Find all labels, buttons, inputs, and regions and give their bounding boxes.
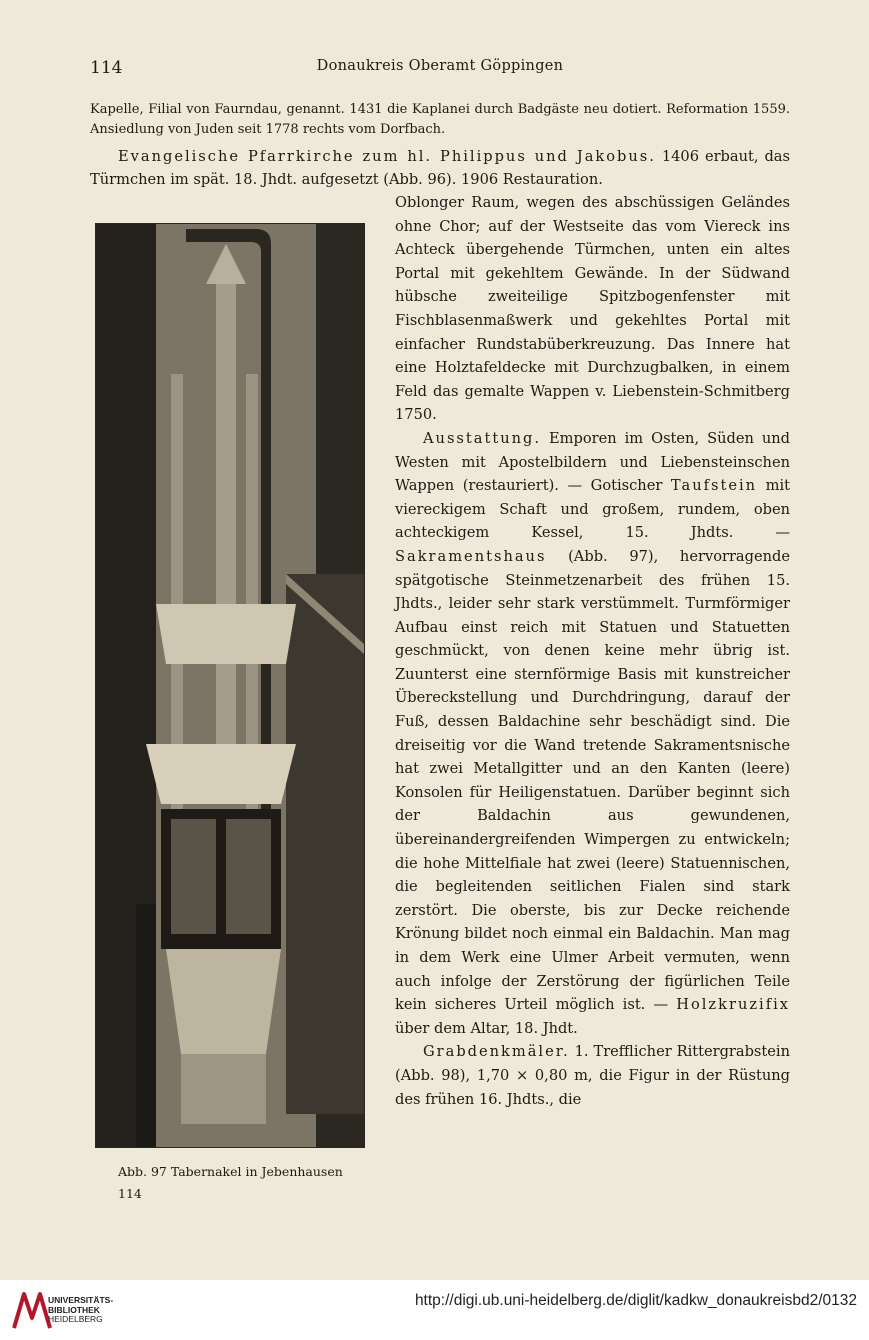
ausstattung-paragraph xyxy=(395,427,790,1040)
grabdenkmaeler-label: Grabdenkmäler. xyxy=(423,1043,570,1061)
grabdenkmaeler-paragraph xyxy=(395,1040,790,1111)
church-heading: Evangelische Pfarrkirche zum hl. Philippus und Jakobus. xyxy=(118,148,656,165)
grabdenkmaeler-text: 1. Trefflicher Rittergrabstein (Abb. 98), 1,70 × 0,80 m, die Figur in der Rüstung des frühen 16. Jhdts., die xyxy=(395,1043,790,1108)
tabernacle-illustration xyxy=(96,224,364,1147)
taufstein-label: Taufstein xyxy=(670,477,758,495)
intro-text: Kapelle, Filial von Faurndau, genannt. 1431 die Kaplanei durch Badgäste neu dotiert. Reformation 1559. Ansiedlung von Juden seit 1778 rechts vom Dorfbach. xyxy=(90,102,790,137)
source-url-link[interactable]: http://digi.ub.uni-heidelberg.de/diglit/kadkw_donaukreisbd2/0132 xyxy=(414,1292,857,1309)
intro-paragraph xyxy=(90,100,790,140)
ausstattung-text-3: (Abb. 97), hervorragende spätgotische Steinmetzenarbeit des frühen 15. Jhdts., leider sehr stark verstümmelt. Turmförmiger Aufbau einst reich mit Statuen und Statuetten geschmückt, von denen keine mehr übrig ist. Zuunterst eine sternförmige Basis mit kunstreicher Übereckstellung und Durchdringung, darauf der Fuß, dessen Baldachine sehr beschädigt sind. Die dreiseitig vor die Wand tretende Sakramentsnische hat zwei Metallgitter und an den Kanten (leere) Konsolen für Heiligenstatuen. Darüber beginnt sich der Baldachin aus gewundenen, übereinandergreifenden Wimpergen zu entwickeln; die hohe Mittelfiale hat zwei (leere) Statuennischen, die begleitenden seitlichen Fialen sind stark zerstört. Die oberste, bis zur Decke reichende Krönung bildet noch einmal ein Baldachin. Man mag in dem Werk eine Ulmer Arbeit vermuten, wenn auch infolge der Zerstörung der figürlichen Teile kein sicheres Urteil möglich ist. — xyxy=(395,547,790,1014)
page-number: 114 xyxy=(90,58,123,78)
library-logo-text xyxy=(48,1296,113,1325)
running-title: Donaukreis Oberamt Göppingen xyxy=(316,58,564,74)
church-description: Oblonger Raum, wegen des abschüssigen Geländes ohne Chor; auf der Westseite das vom Viereck ins Achteck übergehende Türmchen, unten ein altes Portal mit gekehltem Gewände. In der Südwand hübsche zweiteilige Spitzbogenfenster mit Fischblasenmaßwerk und gekehltes Portal mit einfacher Rundstabüberkreuzung. Das Innere hat eine Holztafeldecke mit Durchzugbalken, in einem Feld das gemalte Wappen v. Liebenstein-Schmitberg 1750. xyxy=(395,194,790,424)
figure-caption: Abb. 97 Tabernakel in Jebenhausen xyxy=(118,1164,343,1179)
church-lead: 1406 erbaut, das Türmchen im spät. 18. Jhdt. aufgesetzt (Abb. 96). 1906 Restauration. xyxy=(90,148,790,189)
ausstattung-text-1: Emporen im Osten, Süden und Westen mit Apostelbildern und Liebensteinschen Wappen (restauriert). — Gotischer xyxy=(395,429,790,495)
logo-line-2: BIBLIOTHEK xyxy=(48,1304,100,1315)
figure-tabernacle-photo xyxy=(95,223,365,1148)
main-column xyxy=(395,191,790,1111)
ausstattung-label: Ausstattung. xyxy=(423,429,541,447)
ausstattung-text-2: mit viereckigem Schaft und großem, rundem, oben achteckigem Kessel, 15. Jhdts. — xyxy=(395,477,791,542)
page-header xyxy=(90,58,790,84)
viewer-footer xyxy=(0,1280,869,1340)
ausstattung-text-4: über dem Altar, 18. Jhdt. xyxy=(395,1019,578,1037)
sakramentshaus-label: Sakramentshaus xyxy=(395,547,547,565)
holzkruzifix-label: Holzkruzifix xyxy=(676,996,790,1014)
logo-line-3: HEIDELBERG xyxy=(48,1314,103,1324)
church-paragraph xyxy=(90,145,790,191)
logo-line-1: UNIVERSITÄTS- xyxy=(48,1295,114,1305)
figure-page-ref: 114 xyxy=(118,1186,142,1201)
